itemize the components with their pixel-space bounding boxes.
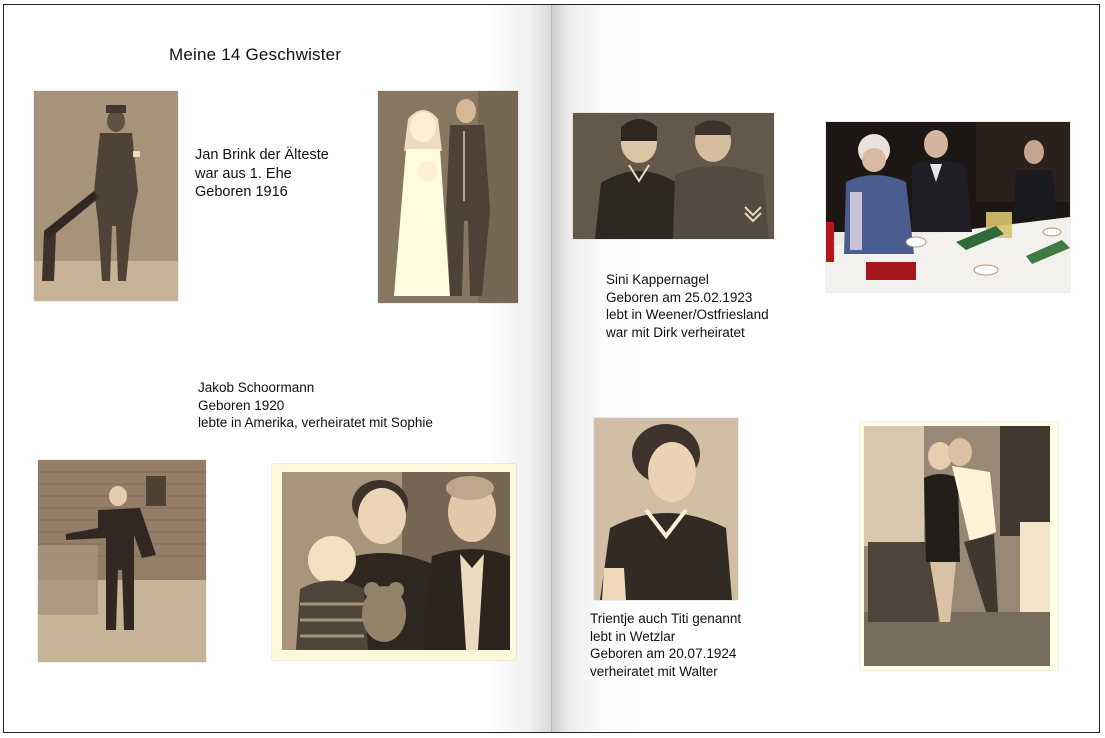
caption-jakob-schoormann — [198, 379, 433, 432]
caption-line: lebte in Amerika, verheiratet mit Sophie — [198, 415, 433, 430]
caption-line: Trientje auch Titi genannt — [590, 611, 742, 626]
caption-jan-brink — [195, 146, 329, 202]
caption-line: war aus 1. Ehe — [195, 165, 292, 182]
caption-line: Geboren am 20.07.1924 — [590, 646, 737, 661]
page-title: Meine 14 Geschwister — [169, 45, 342, 64]
caption-line: Geboren 1920 — [198, 397, 285, 413]
caption-trientje — [590, 610, 741, 680]
caption-line: Sini Kappernagel — [606, 272, 709, 287]
photo-album-spread — [3, 4, 1100, 733]
photo-young-woman — [594, 418, 738, 600]
photo-elderly-couple-table — [826, 122, 1070, 292]
left-page — [4, 5, 552, 732]
caption-line: war mit Dirk verheiratet — [606, 324, 745, 340]
caption-line: lebt in Wetzlar — [590, 628, 676, 644]
photo-wedding-couple — [378, 91, 518, 303]
photo-soldier-portrait — [34, 91, 178, 301]
caption-line: lebt in Weener/Ostfriesland — [606, 307, 769, 322]
photo-family-three — [272, 464, 516, 660]
caption-line: Geboren am 25.02.1923 — [606, 289, 753, 305]
photo-couple-living-room — [860, 422, 1058, 670]
right-page — [552, 5, 1100, 732]
caption-line: Geboren 1916 — [195, 184, 288, 200]
caption-line: verheiratet mit Walter — [590, 663, 718, 679]
caption-line: Jan Brink der Älteste — [195, 147, 329, 163]
photo-man-brick-house — [38, 460, 206, 662]
caption-line: Jakob Schoormann — [198, 380, 315, 395]
caption-sini-kappernagel — [606, 271, 769, 341]
photo-couple-portrait — [573, 113, 774, 239]
